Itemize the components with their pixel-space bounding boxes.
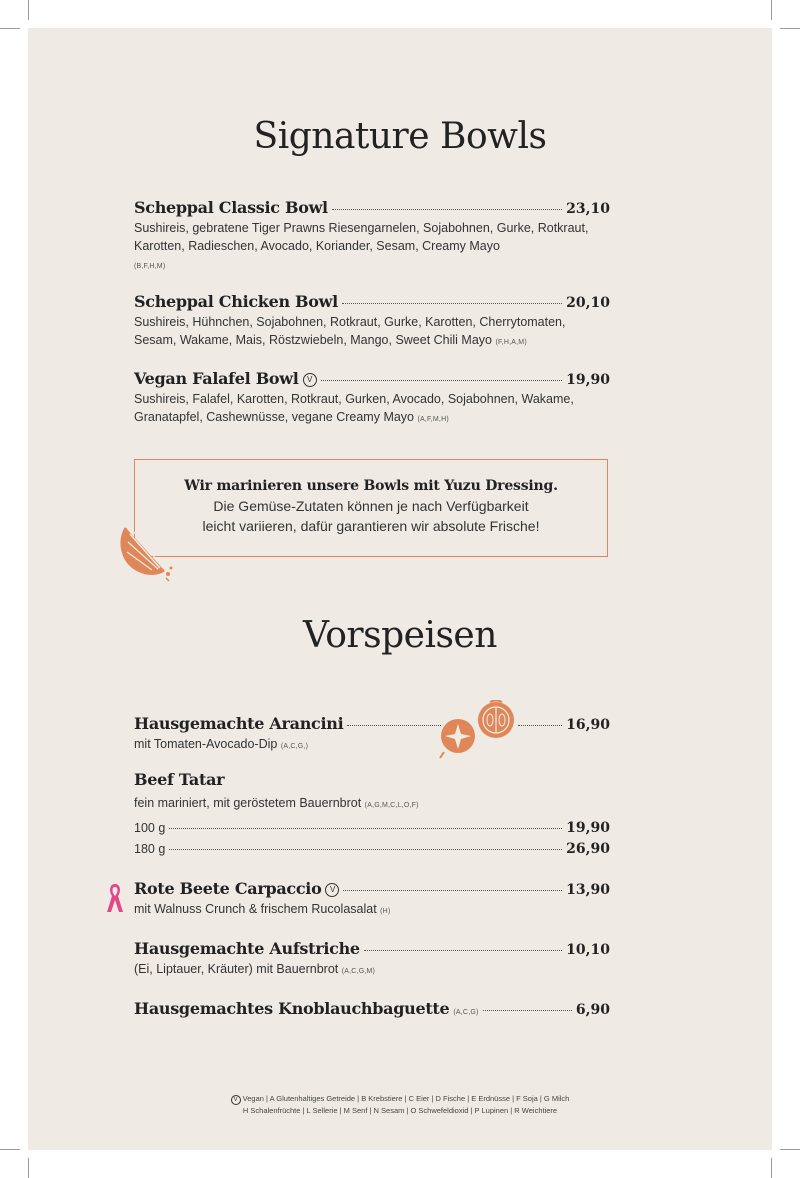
note-title: Wir marinieren unsere Bowls mit Yuzu Dressing. [184, 478, 558, 494]
item-name [134, 369, 317, 388]
size-label: 180 g [134, 842, 166, 856]
vegan-icon: V [325, 883, 339, 897]
item-name: Scheppal Classic Bowl [134, 198, 328, 217]
orange-slice-icon [116, 520, 176, 582]
note-line: Die Gemüse-Zutaten können je nach Verfügbarkeit [213, 498, 529, 514]
size-option [134, 841, 610, 857]
item-price: 20,10 [566, 295, 610, 311]
item-price: 10,10 [566, 942, 610, 958]
allergen-legend [28, 1093, 772, 1116]
section-title-starters: Vorspeisen [303, 615, 497, 656]
allergen-codes: (A,C,G) [453, 1009, 479, 1016]
item-name: Beef Tatar [134, 770, 225, 789]
size-label: 100 g [134, 821, 166, 835]
item-description: Sushireis, gebratene Tiger Prawns Riesengarnelen, Sojabohnen, Gurke, Rotkraut, Karotten, Radieschen, Avocado, Koriander, Sesam, Creamy Mayo [134, 221, 589, 253]
item-description: Sushireis, Hühnchen, Sojabohnen, Rotkraut, Gurke, Karotten, Cherrytomaten, Sesam, Wakame, Mais, Röstzwiebeln, Mango, Sweet Chili Mayo [134, 315, 566, 347]
note-line: leicht variieren, dafür garantieren wir absolute Frische! [202, 518, 540, 534]
item-name: Hausgemachte Aufstriche [134, 939, 360, 958]
menu-item-classic-bowl [134, 198, 610, 276]
item-name: Hausgemachte Arancini [134, 714, 344, 733]
menu-item-chicken-bowl [134, 292, 610, 352]
allergen-codes: (A,C,G,) [280, 743, 309, 750]
dot-leader [342, 303, 562, 304]
item-description: mit Walnuss Crunch & frischem Rucolasalat [134, 902, 377, 916]
item-price: 13,90 [566, 882, 610, 898]
menu-item-falafel-bowl [134, 369, 610, 429]
crop-mark [771, 1158, 772, 1178]
item-description: mit Tomaten-Avocado-Dip [134, 737, 278, 751]
allergen-codes: (A,G,M,C,L,O,F) [364, 802, 419, 809]
vegan-icon: V [303, 373, 317, 387]
allergen-codes: (A,F,M,H) [417, 416, 449, 423]
item-name: Hausgemachtes Knoblauchbaguette [134, 999, 450, 1018]
menu-item-beef-tatar [134, 770, 610, 857]
menu-item-aufstriche [134, 939, 610, 981]
dot-leader [321, 380, 563, 381]
menu-item-carpaccio [134, 879, 610, 921]
dot-leader [332, 209, 562, 210]
dot-leader [518, 725, 562, 726]
yuzu-note-box [134, 459, 608, 557]
allergen-codes: (A,C,G,M) [341, 968, 376, 975]
vegan-icon: V [231, 1095, 241, 1105]
item-name-text: Rote Beete Carpaccio [134, 879, 322, 898]
size-price: 26,90 [566, 841, 610, 857]
pink-ribbon-icon [106, 882, 124, 914]
item-price: 23,10 [566, 201, 610, 217]
dot-leader [483, 1010, 572, 1011]
item-price: 16,90 [566, 717, 610, 733]
allergen-codes: (F,H,A,M) [495, 339, 527, 346]
crop-mark [780, 28, 800, 29]
crop-mark [0, 28, 20, 29]
item-description: fein mariniert, mit geröstetem Bauernbrot [134, 796, 362, 810]
dot-leader [364, 950, 562, 951]
legend-text: Vegan | A Glutenhaltiges Getreide | B Krebstiere | C Eier | D Fische | E Erdnüsse | F Soja | G Milch [242, 1094, 570, 1103]
menu-item-arancini [134, 714, 610, 756]
legend-line [28, 1093, 772, 1105]
section-title-bowls: Signature Bowls [253, 116, 547, 157]
dot-leader [169, 828, 562, 829]
item-price: 19,90 [566, 372, 610, 388]
dot-leader [169, 849, 562, 850]
crop-mark [0, 1149, 20, 1150]
item-description: (Ei, Liptauer, Kräuter) mit Bauernbrot [134, 962, 339, 976]
crop-mark [28, 1158, 29, 1178]
item-name [134, 879, 339, 898]
size-option [134, 820, 610, 836]
item-name: Scheppal Chicken Bowl [134, 292, 338, 311]
crop-mark [780, 1149, 800, 1150]
item-name-text: Vegan Falafel Bowl [134, 369, 299, 388]
menu-item-baguette [134, 999, 610, 1018]
anise-star-icon [436, 716, 480, 760]
allergen-codes: (H) [380, 908, 391, 915]
dot-leader [347, 725, 441, 726]
allergen-codes: (B,F,H,M) [134, 263, 166, 270]
legend-line: H Schalenfrüchte | L Sellerie | M Senf | N Sesam | O Schwefeldioxid | P Lupinen | R Weichtiere [242, 1106, 558, 1115]
item-description: Sushireis, Falafel, Karotten, Rotkraut, Gurken, Avocado, Sojabohnen, Wakame, Granatapfel, Cashewnüsse, vegane Creamy Mayo [134, 392, 574, 424]
crop-mark [28, 0, 29, 20]
size-price: 19,90 [566, 820, 610, 836]
dot-leader [343, 890, 562, 891]
crop-mark [771, 0, 772, 20]
menu-page [28, 28, 772, 1150]
item-price: 6,90 [575, 1002, 610, 1018]
